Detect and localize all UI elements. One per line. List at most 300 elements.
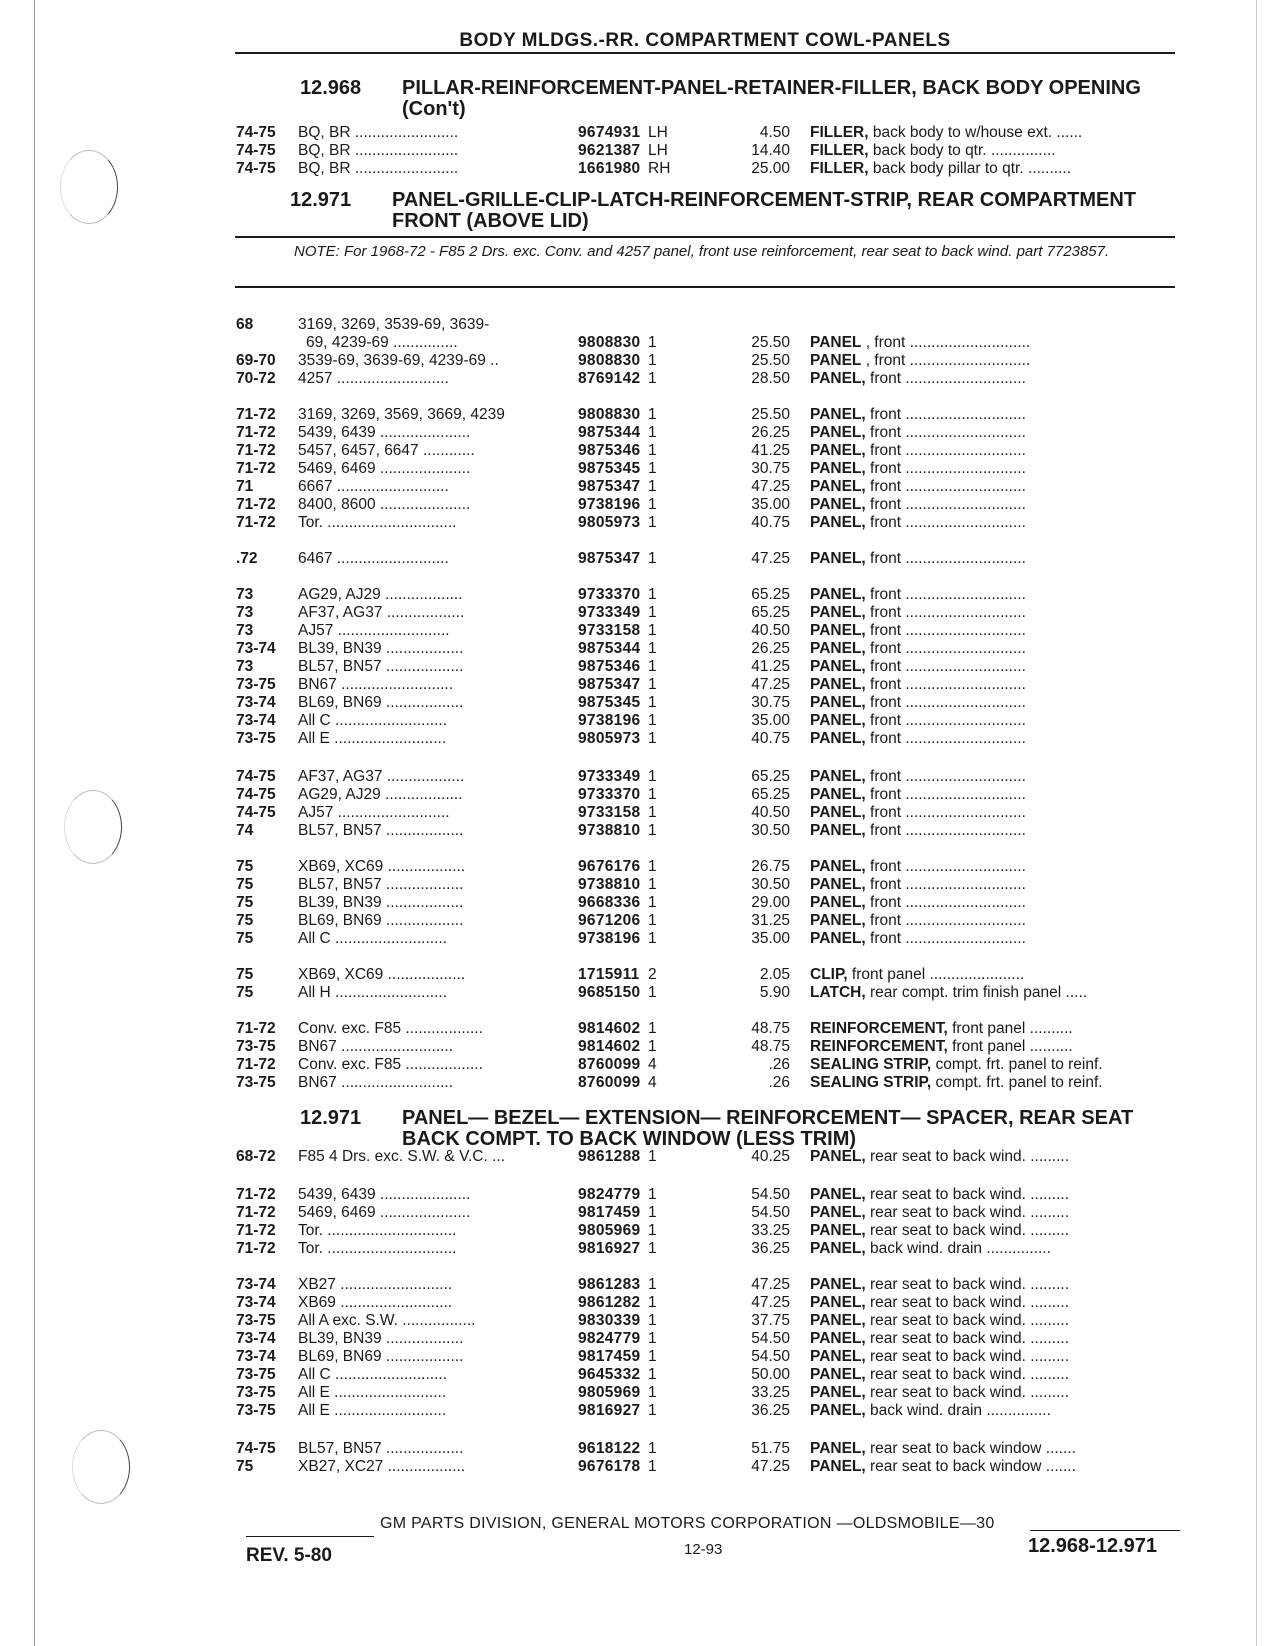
description-text: back body to qtr. ............... [868,142,1056,159]
price-cell: 51.75 [751,1440,790,1457]
description-cell [810,1056,1172,1074]
description-cell [810,496,1172,514]
part-row [0,676,1280,694]
price-cell: 40.75 [751,514,790,531]
price-cell: 31.25 [751,912,790,929]
description-cell [810,424,1172,442]
part-number-cell: 9668336 [578,894,641,911]
part-number-cell: 9875346 [578,442,641,459]
description-cell [810,1020,1172,1038]
price-cell: 40.25 [751,1148,790,1165]
description-text: front ............................ [865,586,1026,603]
quantity-cell: 1 [648,1204,657,1221]
description-text: front ............................ [865,406,1026,423]
part-row [0,1402,1280,1420]
description-text: front ............................ [865,514,1026,531]
quantity-cell: 1 [648,1402,657,1419]
part-row [0,586,1280,604]
model-cell: Tor. .............................. [298,1222,457,1239]
part-number-cell: 9808830 [578,406,641,423]
part-row [0,1056,1280,1074]
price-cell: 65.25 [751,604,790,621]
price-cell: 30.50 [751,822,790,839]
part-row [0,1038,1280,1056]
description-text: front ............................ [865,676,1026,693]
description-keyword: PANEL, [810,640,866,657]
section-code: 12.971 [300,1107,362,1129]
description-cell [810,1186,1172,1204]
part-number-cell: 1661980 [578,160,641,177]
description-keyword: CLIP, [810,966,848,983]
description-cell [810,1240,1172,1258]
part-number-cell: 9875347 [578,550,641,567]
part-number-cell: 9805969 [578,1222,641,1239]
quantity-cell: RH [648,160,671,177]
part-number-cell: 9805969 [578,1384,641,1401]
quantity-cell: 4 [648,1056,657,1073]
description-cell [810,730,1172,748]
year-cell: 71 [236,478,254,495]
part-row [0,550,1280,568]
description-text: front ............................ [865,858,1026,875]
description-keyword: REINFORCEMENT, [810,1038,948,1055]
description-keyword: PANEL, [810,730,866,747]
description-cell [810,658,1172,676]
model-cell: AJ57 .......................... [298,622,450,639]
part-number-cell: 9805973 [578,514,641,531]
price-cell: 48.75 [751,1038,790,1055]
model-cell: BL57, BN57 .................. [298,658,464,675]
description-keyword: PANEL, [810,912,866,929]
description-text: front ............................ [865,460,1026,477]
quantity-cell: 1 [648,478,657,495]
quantity-cell: 1 [648,984,657,1001]
description-text: front ............................ [865,640,1026,657]
year-cell: 70-72 [236,370,276,387]
quantity-cell: 1 [648,1240,657,1257]
description-cell [810,930,1172,948]
quantity-cell: 1 [648,876,657,893]
description-keyword: PANEL, [810,1204,866,1221]
model-cell: F85 4 Drs. exc. S.W. & V.C. ... [298,1148,506,1165]
description-keyword: PANEL, [810,676,866,693]
description-text: front ............................ [865,786,1026,803]
year-cell: 75 [236,876,254,893]
year-cell: 73 [236,604,254,621]
quantity-cell: 1 [648,912,657,929]
description-keyword: PANEL, [810,1240,866,1257]
price-cell: 48.75 [751,1020,790,1037]
description-keyword: SEALING STRIP, [810,1074,932,1091]
description-text: front ............................ [865,894,1026,911]
price-cell: 47.25 [751,478,790,495]
year-cell: 73-75 [236,676,276,693]
part-number-cell: 9875346 [578,658,641,675]
price-cell: 65.25 [751,768,790,785]
model-cell: BQ, BR ........................ [298,160,459,177]
price-cell: 14.40 [751,142,790,159]
quantity-cell: 4 [648,1074,657,1091]
quantity-cell: 1 [648,768,657,785]
part-number-cell: 9671206 [578,912,641,929]
model-cell: All E .......................... [298,1384,447,1401]
part-row [0,1020,1280,1038]
description-cell [810,640,1172,658]
price-cell: 33.25 [751,1222,790,1239]
price-cell: 37.75 [751,1312,790,1329]
description-cell [810,694,1172,712]
model-cell: All E .......................... [298,1402,447,1419]
year-cell: 75 [236,1458,254,1475]
model-cell: AJ57 .......................... [298,804,450,821]
part-number-cell: 9861282 [578,1294,641,1311]
part-number-cell: 9645332 [578,1366,641,1383]
part-row [0,316,1280,334]
model-cell: BN67 .......................... [298,676,454,693]
year-cell: 75 [236,984,254,1001]
description-text: rear seat to back wind. ......... [865,1348,1070,1365]
quantity-cell: 1 [648,930,657,947]
quantity-cell: 1 [648,730,657,747]
description-text: front ............................ [865,822,1026,839]
description-keyword: PANEL, [810,1458,866,1475]
year-cell: 71-72 [236,1056,276,1073]
part-row [0,496,1280,514]
price-cell: 65.25 [751,786,790,803]
part-row [0,334,1280,352]
part-number-cell: 9738810 [578,876,641,893]
price-cell: 29.00 [751,894,790,911]
year-cell: 73 [236,586,254,603]
description-text: back body to w/house ext. ...... [868,124,1083,141]
part-number-cell: 9733370 [578,586,641,603]
model-cell: Tor. .............................. [298,1240,457,1257]
part-row [0,352,1280,370]
part-row [0,984,1280,1002]
quantity-cell: 1 [648,1366,657,1383]
description-keyword: PANEL, [810,712,866,729]
description-text: back body pillar to qtr. .......... [868,160,1072,177]
quantity-cell: 1 [648,786,657,803]
year-cell: 71-72 [236,496,276,513]
description-cell [810,676,1172,694]
price-cell: 25.50 [751,352,790,369]
part-number-cell: 9618122 [578,1440,641,1457]
part-row [0,658,1280,676]
part-row [0,1348,1280,1366]
year-cell: 71-72 [236,1204,276,1221]
year-cell: 74-75 [236,786,276,803]
quantity-cell: 1 [648,586,657,603]
year-cell: 74-75 [236,160,276,177]
description-keyword: PANEL, [810,786,866,803]
description-keyword: PANEL, [810,1276,866,1293]
part-row [0,1384,1280,1402]
description-cell [810,804,1172,822]
description-keyword: PANEL, [810,406,866,423]
part-number-cell: 9685150 [578,984,641,1001]
part-row [0,876,1280,894]
description-text: , front ............................ [861,334,1031,351]
price-cell: 35.00 [751,712,790,729]
year-cell: 75 [236,966,254,983]
price-cell: 54.50 [751,1330,790,1347]
description-text: front ............................ [865,478,1026,495]
year-cell: 73-75 [236,1402,276,1419]
description-text: front ............................ [865,730,1026,747]
model-cell: XB69, XC69 .................. [298,966,466,983]
description-keyword: LATCH, [810,984,866,1001]
part-row [0,124,1280,142]
description-text: front panel ...................... [847,966,1025,983]
part-row [0,712,1280,730]
model-cell: BL39, BN39 .................. [298,894,464,911]
description-keyword: PANEL, [810,370,866,387]
description-cell [810,370,1172,388]
part-row [0,142,1280,160]
year-cell: 73-74 [236,1294,276,1311]
year-cell: 71-72 [236,1020,276,1037]
description-cell [810,1458,1172,1476]
quantity-cell: 1 [648,822,657,839]
price-cell: 47.25 [751,550,790,567]
part-number-cell: 9824779 [578,1186,641,1203]
description-text: rear seat to back wind. ......... [865,1204,1070,1221]
description-keyword: PANEL, [810,442,866,459]
description-cell [810,1074,1172,1092]
year-cell: 73-74 [236,712,276,729]
part-number-cell: 9733158 [578,622,641,639]
description-cell [810,550,1172,568]
price-cell: 65.25 [751,586,790,603]
quantity-cell: 1 [648,604,657,621]
quantity-cell: 2 [648,966,657,983]
part-number-cell: 9814602 [578,1020,641,1037]
model-cell: 5439, 6439 ..................... [298,424,471,441]
description-keyword: PANEL, [810,930,866,947]
quantity-cell: 1 [648,370,657,387]
description-text: rear seat to back wind. ......... [865,1366,1070,1383]
quantity-cell: 1 [648,804,657,821]
description-keyword: FILLER, [810,160,869,177]
footer-rule [246,1536,374,1537]
description-keyword: PANEL, [810,1148,866,1165]
description-cell [810,712,1172,730]
model-cell: XB27, XC27 .................. [298,1458,466,1475]
description-keyword: PANEL [810,352,862,369]
description-keyword: PANEL, [810,694,866,711]
description-text: rear compt. trim finish panel ..... [865,984,1088,1001]
part-row [0,604,1280,622]
description-keyword: PANEL, [810,658,866,675]
model-cell: XB69 .......................... [298,1294,453,1311]
footer-publisher: GM PARTS DIVISION, GENERAL MOTORS CORPORATION —OLDSMOBILE—30 [380,1515,995,1532]
description-text: compt. frt. panel to reinf. [931,1074,1103,1091]
quantity-cell: 1 [648,406,657,423]
part-row [0,730,1280,748]
price-cell: 41.25 [751,658,790,675]
price-cell: 47.25 [751,1276,790,1293]
price-cell: 40.50 [751,622,790,639]
part-row [0,1148,1280,1166]
section-title: PILLAR-REINFORCEMENT-PANEL-RETAINER-FILLER, BACK BODY OPENING (Con't) [402,77,1141,120]
part-number-cell: 9817459 [578,1204,641,1221]
note-text: NOTE: For 1968-72 - F85 2 Drs. exc. Conv. and 4257 panel, front use reinforcement, rear seat to back wind. part 7723857. [294,243,1110,260]
model-cell: BL57, BN57 .................. [298,1440,464,1457]
description-cell [810,984,1172,1002]
description-keyword: PANEL, [810,622,866,639]
year-cell: 73-75 [236,1038,276,1055]
quantity-cell: 1 [648,1440,657,1457]
year-cell: 75 [236,930,254,947]
part-row [0,1186,1280,1204]
model-cell: XB27 .......................... [298,1276,453,1293]
part-row [0,1294,1280,1312]
part-number-cell: 9875345 [578,460,641,477]
part-number-cell: 9861283 [578,1276,641,1293]
year-cell: 71-72 [236,1240,276,1257]
description-cell [810,334,1172,352]
description-text: front ............................ [865,930,1026,947]
model-cell: 3169, 3269, 3539-69, 3639- [298,316,490,333]
part-number-cell: 9733158 [578,804,641,821]
price-cell: 2.05 [759,966,790,983]
description-text: front panel .......... [947,1038,1073,1055]
part-row [0,894,1280,912]
model-cell: AG29, AJ29 .................. [298,786,463,803]
description-cell [810,622,1172,640]
model-cell: AF37, AG37 .................. [298,604,465,621]
quantity-cell: 1 [648,1294,657,1311]
year-cell: 74-75 [236,768,276,785]
model-cell: 5457, 6457, 6647 ............ [298,442,475,459]
description-keyword: PANEL, [810,1222,866,1239]
description-cell [810,1402,1172,1420]
price-cell: 26.25 [751,640,790,657]
description-keyword: PANEL, [810,1294,866,1311]
description-keyword: PANEL, [810,514,866,531]
part-row [0,406,1280,424]
description-text: back wind. drain ............... [865,1402,1051,1419]
description-text: front ............................ [865,424,1026,441]
description-text: front ............................ [865,876,1026,893]
part-row [0,640,1280,658]
description-text: front ............................ [865,912,1026,929]
model-cell: 6467 .......................... [298,550,449,567]
description-cell [810,858,1172,876]
quantity-cell: 1 [648,1384,657,1401]
description-cell [810,966,1172,984]
part-number-cell: 9816927 [578,1402,641,1419]
part-number-cell: 9861288 [578,1148,641,1165]
model-cell: BL57, BN57 .................. [298,876,464,893]
description-text: rear seat to back wind. ......... [865,1312,1070,1329]
header-rule [235,52,1175,54]
year-cell: 74 [236,822,254,839]
description-cell [810,1348,1172,1366]
description-cell [810,1366,1172,1384]
price-cell: 36.25 [751,1240,790,1257]
model-cell: All C .......................... [298,712,447,729]
description-text: compt. frt. panel to reinf. [931,1056,1103,1073]
part-number-cell: 9875345 [578,694,641,711]
quantity-cell: 1 [648,1038,657,1055]
price-cell: 30.50 [751,876,790,893]
part-row [0,1440,1280,1458]
model-cell: 5469, 6469 ..................... [298,460,471,477]
year-cell: 71-72 [236,406,276,423]
quantity-cell: 1 [648,1276,657,1293]
section-rule [235,236,1175,238]
part-row [0,424,1280,442]
year-cell: 74-75 [236,124,276,141]
part-row [0,1366,1280,1384]
year-cell: 74-75 [236,142,276,159]
model-cell: All C .......................... [298,1366,447,1383]
description-cell [810,1330,1172,1348]
description-keyword: PANEL, [810,1366,866,1383]
model-cell: BL39, BN39 .................. [298,1330,464,1347]
part-row [0,460,1280,478]
part-row [0,1276,1280,1294]
part-row [0,912,1280,930]
description-cell [810,768,1172,786]
quantity-cell: 1 [648,640,657,657]
price-cell: 40.50 [751,804,790,821]
price-cell: .26 [768,1074,790,1091]
part-row [0,622,1280,640]
part-row [0,1458,1280,1476]
description-cell [810,894,1172,912]
note-rule [235,286,1175,288]
footer-revision: REV. 5-80 [246,1545,332,1566]
section-code: 12.968 [300,77,362,99]
footer-page-number: 12-93 [684,1541,723,1558]
year-cell: 73-74 [236,1276,276,1293]
price-cell: 47.25 [751,676,790,693]
model-cell: Tor. .............................. [298,514,457,531]
model-cell: BL69, BN69 .................. [298,1348,464,1365]
quantity-cell: 1 [648,334,657,351]
quantity-cell: 1 [648,352,657,369]
description-text: front ............................ [865,442,1026,459]
description-text: front ............................ [865,804,1026,821]
price-cell: 30.75 [751,460,790,477]
description-cell [810,352,1172,370]
part-row [0,1074,1280,1092]
year-cell: 71-72 [236,1222,276,1239]
quantity-cell: 1 [648,1186,657,1203]
year-cell: 71-72 [236,442,276,459]
year-cell: 73-75 [236,1074,276,1091]
description-cell [810,478,1172,496]
price-cell: 54.50 [751,1204,790,1221]
price-cell: 35.00 [751,930,790,947]
model-cell: XB69, XC69 .................. [298,858,466,875]
year-cell: 74-75 [236,1440,276,1457]
description-text: rear seat to back wind. ......... [865,1186,1070,1203]
description-cell [810,1294,1172,1312]
year-cell: 73-74 [236,694,276,711]
section-code: 12.971 [290,189,352,211]
price-cell: 47.25 [751,1458,790,1475]
model-cell: All E .......................... [298,730,447,747]
year-cell: 75 [236,912,254,929]
price-cell: 35.00 [751,496,790,513]
description-text: front ............................ [865,694,1026,711]
part-row [0,514,1280,532]
description-text: rear seat to back wind. ......... [865,1384,1070,1401]
